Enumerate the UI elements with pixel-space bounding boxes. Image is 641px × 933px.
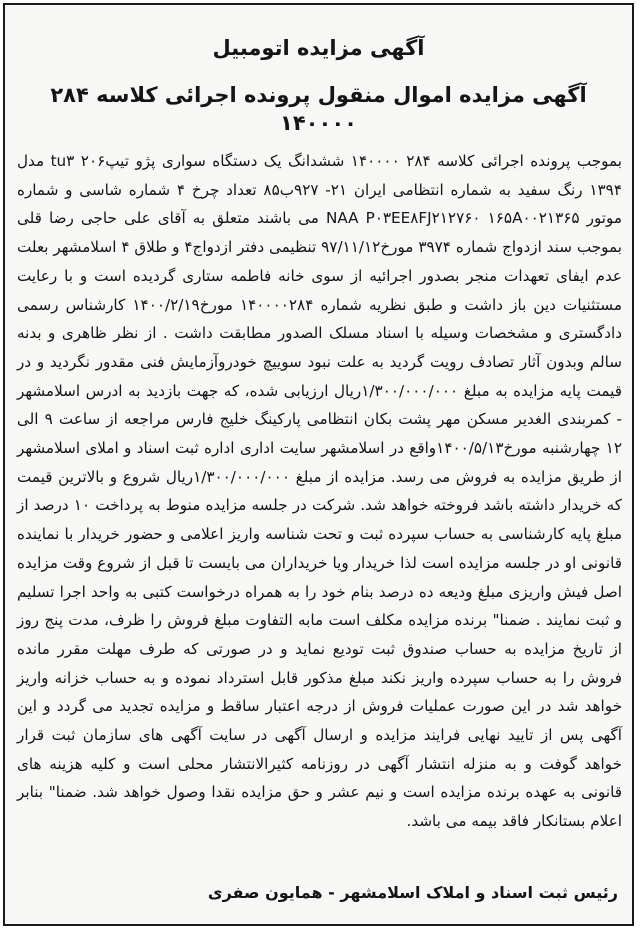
notice-title: آگهی مزایده اتومبیل — [212, 36, 425, 60]
notice-signature: رئیس ثبت اسناد و املاک اسلامشهر - همایون صفری — [207, 883, 618, 902]
notice-frame — [3, 3, 634, 926]
notice-body: بموجب پرونده اجرائی کلاسه ۲۸۴ ۱۴۰۰۰۰ ششدانگ یک دستگاه سواری پژو تیپtu۳ ۲۰۶ مدل ۱۳۹۴ رنگ سفید به شماره انتظامی ایران ۲۱- ۹۲۷ب۸۵ تعداد چرخ ۴ شماره شاسی و شماره موتور NAA P۰۳EE۸FJ۲۱۲۷۶۰ ۱۶۵A۰۰۲۱۳۶۵ می باشند متعلق به آقای علی حاجی رضا قلی بموجب سند ازدواج شماره ۳۹۷۴ مورخ۹۷/۱۱/۱۲ تنظیمی دفتر ازدواج۴ و طلاق ۴ اسلامشهر بعلت عدم ایفای تعهدات منجر بصدور اجرائیه از سوی خانه فاطمه ستاری گردیده است و با رعایت مستثنیات دین باز داشت و طبق نظریه شماره ۱۴۰۰۰۰۲۸۴ مورخ۱۴۰۰/۲/۱۹ کارشناس رسمی دادگستری و مشخصات وسیله با اسناد مسلک الصدور مطابقت داشت . از نظر ظاهری و بدنه سالم وبدون آثار تصادف رویت گردید به علت نبود سوییچ خودروآزمایش فنی مقدور نگردید و در قیمت پایه مزایده به مبلغ ۱/۳۰۰/۰۰۰/۰۰۰ریال ارزیابی شده، که جهت بازدید به ادرس اسلامشهر - کمربندی الغدیر مسکن مهر پشت بکان انتظامی پارکینگ خلیج فارس مراجعه از ساعت ۹ الی ۱۲ چهارشنبه مورخ۱۴۰۰/۵/۱۳واقع در اسلامشهر سایت اداری اداره ثبت اسناد و املای اسلامشهر از طریق مزایده به فروش می رسد. مزایده از مبلغ ۱/۳۰۰/۰۰۰/۰۰۰ریال شروع و بالاترین قیمت که خریدار داشته باشد فروخته خواهد شد. شرکت در جلسه مزایده منوط به پرداخت ۱۰ درصد از مبلغ پایه کارشناسی به حساب سپرده ثبت و تحت شناسه واریز اعلامی و حضور خریدار با نماینده قانونی او در جلسه مزایده است لذا خریدار ویا خریداران می بایست تا قبل از شروع وقت مزایده اصل فیش واریزی مبلغ ودیعه ده درصد بنام خود را به همراه درخواست کتبی به واحد اجرا تسلیم و ثبت نمایند . ضمنا" برنده مزایده مکلف است مابه التفاوت مبلغ فروش را ظرف، مدت پنج روز از تاریخ مزایده به حساب صندوق ثبت تودیع نماید و در صورتی که طرف مهلت مقرر مانده فروش را به حساب سپرده واریز نکند مبلغ مذکور قابل استرداد نموده و به حساب خزانه واریز خواهد شد در این صورت عملیات فروش از درجه اعتبار ساقط و مزایده تجدید می گردد و این آگهی پس از تایید نهایی فرایند مزایده و ارسال آگهی در سایت آگهی های سازمان ثبت قرار خواهد گوفت و به منزله انتشار آگهی در روزنامه کثیرالانتشار محلی است و کلیه هزینه های قانونی به عهده برنده مزایده است و نیم عشر و حق مزایده نقدا وصول خواهد شد. ضمنا" بنابر اعلام بستانکار فاقد بیمه می باشد. — [17, 152, 623, 831]
notice-subtitle: آگهی مزایده اموال منقول پرونده اجرائی کلاسه ۲۸۴ ۱۴۰۰۰۰ — [50, 83, 587, 135]
